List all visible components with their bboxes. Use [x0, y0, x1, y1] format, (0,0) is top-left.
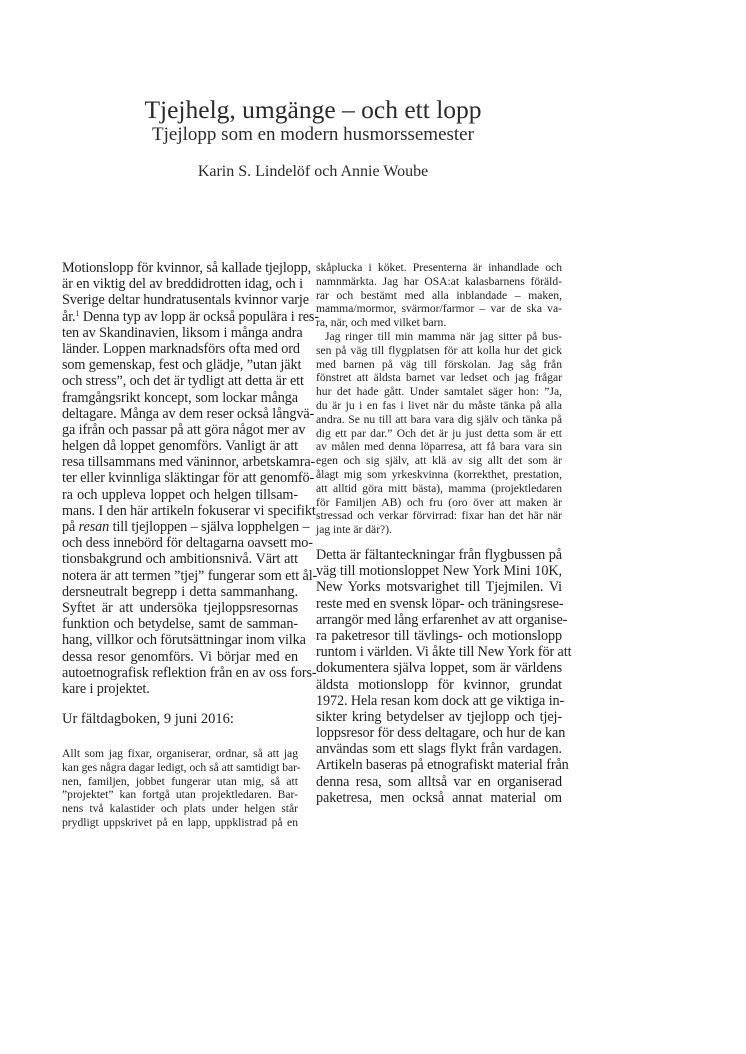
text-line: resa tillsammans med väninnor, arbetskamra- — [62, 454, 316, 471]
text-line: ter eller kvinnliga släktingar för att genomfö- — [62, 470, 315, 487]
text-line: framgångsrikt koncept, som lockar många — [62, 389, 298, 406]
text-line: mans. I den här artikeln fokuserar vi specifikt — [62, 502, 316, 519]
text-line: som gemenskap, fest och glädje, ”utan jäkt — [62, 357, 302, 374]
text-line: 1972. Hela resan kom dock att ge viktiga in- — [316, 692, 565, 709]
text-line: New Yorks motsvarighet till Tjejmilen. Vi — [316, 579, 562, 596]
text-line: prydligt uppskrivet på en lapp, uppklistrad på en — [62, 815, 298, 829]
text-line: ”projektet” kan fortgå utan projektledaren. Bar- — [62, 788, 298, 802]
text-line: nen, familjen, jobbet fungerar utan mig, så att — [62, 774, 298, 788]
text-line: runtom i världen. Vi åkte till New York för att — [316, 644, 572, 661]
text-line: användas som ett slags flykt från vardagen. — [316, 741, 562, 758]
text-line: ålagt mig som yrkeskvinna (korrekthet, prestation, — [316, 467, 562, 481]
text-line: ra paketresor till tävlings- och motionslopp — [316, 627, 562, 644]
text-line: kare i projektet. — [62, 680, 150, 697]
diary-excerpt-part-2 — [316, 261, 562, 330]
text-line: av målen med denna löparresa, att få bara vara sin — [316, 440, 562, 454]
text-line: dokumentera själva loppet, som är världens — [316, 660, 562, 677]
text-line: kan ges några dagar ledigt, och så att samtidigt bar- — [62, 760, 301, 774]
text-line: egen och sig själv, att klä av sig allt det som är — [316, 454, 562, 468]
text-line: och dess innebörd för deltagarna oavsett mo- — [62, 535, 313, 552]
text-line: för Familjen AB) och fru (oro över att maken är — [316, 495, 562, 509]
intro-paragraph — [62, 260, 319, 697]
text-line: fönstret att äldsta barnet var ledset och jag frågar — [316, 371, 562, 385]
body-paragraph — [316, 547, 572, 806]
text-line: paketresa, men också annat material om — [316, 789, 562, 806]
text-line: skåplucka i köket. Presenterna är inhandlade och — [316, 261, 562, 274]
footnote-marker[interactable]: 1 — [75, 308, 80, 318]
text-line: nens två kalastider och plats under helgen står — [62, 802, 298, 816]
text-line: jag inte är där?). — [316, 523, 392, 537]
text-line: dessa resor genomförs. Vi börjar med en — [62, 648, 298, 665]
text-segment: år. — [62, 308, 76, 325]
text-line: andra. Se nu till att bara vara dig själv och tänka på — [316, 412, 562, 426]
text-line: rar och bestämt med alla inblandade – maken, — [316, 288, 562, 302]
text-line: dersneutralt begrepp i detta sammanhang. — [62, 583, 298, 600]
text-segment: Denna typ av lopp är också populära i res- — [79, 308, 319, 325]
text-line: reste med en svensk löpar- och träningsrese- — [316, 595, 564, 612]
article-authors: Karin S. Lindelöf och Annie Woube — [197, 163, 429, 180]
text-line: ten av Skandinavien, liksom i många andra — [62, 324, 303, 341]
text-line: deltagare. Många av dem reser också långvä- — [62, 405, 315, 422]
text-line: och stress”, och det är tydligt att detta är ett — [62, 373, 304, 390]
text-line: länder. Loppen marknadsförs ofta med ord — [62, 340, 300, 357]
text-line: ra och uppleva loppet och helgen tillsam- — [62, 486, 298, 503]
text-line: denna resa, som alltså var en organiserad — [316, 773, 562, 790]
text-line: autoetnografisk reflektion från en av oss fors- — [62, 664, 317, 681]
text-line: dig ett par dar.” Och det är ju just detta som är ett — [316, 426, 562, 440]
text-line: sen på väg till flygplatsen för att kolla hur det gick — [316, 343, 562, 357]
text-line: loppsresor för dess deltagare, och hur de kan — [316, 725, 566, 742]
text-line — [62, 308, 319, 325]
text-line: mamma/mormor, svärmor/farmor – var de ska va- — [316, 302, 562, 316]
text-line: Syftet är att undersöka tjejloppsresornas — [62, 599, 298, 616]
text-line: Detta är fältanteckningar från flygbussen på — [316, 547, 562, 563]
text-line: Artikeln baseras på etnografiskt material från — [316, 757, 569, 774]
text-line: du är ju i en fas i livet när du måste tänka på alla — [316, 398, 562, 412]
text-line: ga ifrån och passar på att göra något mer av — [62, 421, 306, 438]
text-segment: till tjejloppen – själva lopphelgen – — [109, 519, 310, 535]
text-line: arrangör med lång erfarenhet av att organise- — [316, 611, 568, 628]
text-line: att alltid göra mitt bästa), mamma (projektledaren — [316, 481, 562, 495]
text-line: namnmärkta. Jag har OSA:at kalasbarnens föräld- — [316, 274, 562, 288]
text-line: Motionslopp för kvinnor, så kallade tjejlopp, — [62, 260, 312, 276]
text-line: Allt som jag fixar, organiserar, ordnar, så att jag — [62, 747, 298, 760]
text-line: hur det hade gått. Under samtalet säger hon: ”Ja, — [316, 385, 562, 399]
text-line: notera är att termen ”tjej” fungerar som ett ål- — [62, 567, 318, 584]
article-subtitle: Tjejlopp som en modern husmorssemester — [152, 124, 474, 145]
diary-excerpt-part-3 — [316, 330, 562, 537]
text-line: väg till motionsloppet New York Mini 10K, — [316, 563, 562, 580]
text-line: är en viktig del av breddidrotten idag, och i — [62, 276, 303, 293]
text-line: Sverige deltar hundratusentals kvinnor varje — [62, 292, 309, 309]
article-title: Tjejhelg, umgänge – och ett lopp — [144, 95, 482, 124]
text-line: Jag ringer till min mamma när jag sitter på bus- — [325, 330, 562, 343]
diary-excerpt-part-1 — [62, 747, 301, 830]
text-line: stressad och verkar förvirrad: fixar han det här när — [316, 509, 562, 523]
emphasized-text: resan — [78, 519, 110, 535]
text-line: äldsta motionslopp för kvinnor, grundat — [316, 676, 562, 693]
text-line: ra, när, och med vilket barn. — [316, 316, 447, 330]
text-line: sikter kring betydelser av tjejlopp och tjej- — [316, 708, 562, 725]
text-line: funktion och betydelse, samt de samman- — [62, 616, 298, 633]
text-line: helgen då loppet genomförs. Vanligt är att — [62, 438, 298, 455]
text-line: hang, villkor och förutsättningar inom vilka — [62, 632, 306, 649]
text-line: med barnen på väg till förskolan. Jag såg från — [316, 357, 562, 371]
text-line: tionsbakgrund och ambitionsnivå. Värt att — [62, 551, 298, 568]
text-segment: på — [62, 519, 79, 535]
diary-heading: Ur fältdagboken, 9 juni 2016: — [62, 711, 234, 727]
text-line — [62, 519, 310, 535]
